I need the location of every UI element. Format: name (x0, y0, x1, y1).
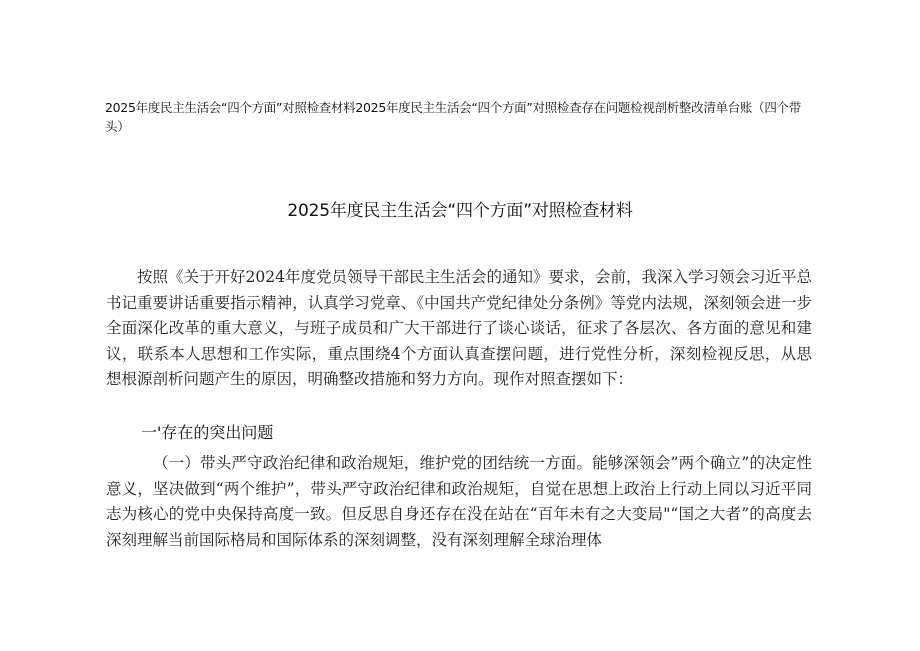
document-title: 2025年度民主生活会“四个方面”对照检查材料 (287, 201, 633, 221)
document-header: 2025年度民主生活会“四个方面”对照检查材料2025年度民主生活会“四个方面”对照检查存在问题检视剖析整改清单台账（四个带头） (105, 100, 801, 134)
body-paragraph: （一）带头严守政治纪律和政治规矩，维护党的团结统一方面。能够深领会”两个确立”的决定性意义，坚决做到“两个维护”，带头严守政治纪律和政治规矩，自觉在思想上政治上行动上同以习近平同志为核心的党中央保持高度一致。但反思自身还存在没在站在“百年未有之大变局"“国之大者”的高度去深刻理解当前国际格局和国际体系的深刻调整，没有深刻理解全球治理体 (106, 454, 812, 549)
intro-paragraph: 按照《关于开好2024年度党员领导干部民主生活会的通知》要求，会前，我深入学习领会习近平总书记重要讲话重要指示精神，认真学习党章、《中国共产党纪律处分条例》等党内法规，深刻领会进一步全面深化改革的重大意义，与班子成员和广大干部进行了谈心谈话，征求了各层次、各方面的意见和建议，联系本人思想和工作实际，重点围绕4个方面认真查摆问题，进行党性分析，深刻检视反思，从思想根源剖析问题产生的原因，明确整改措施和努力方向。现作对照查摆如下： (106, 268, 812, 389)
section-heading: 一'存在的突出问题 (141, 423, 274, 442)
